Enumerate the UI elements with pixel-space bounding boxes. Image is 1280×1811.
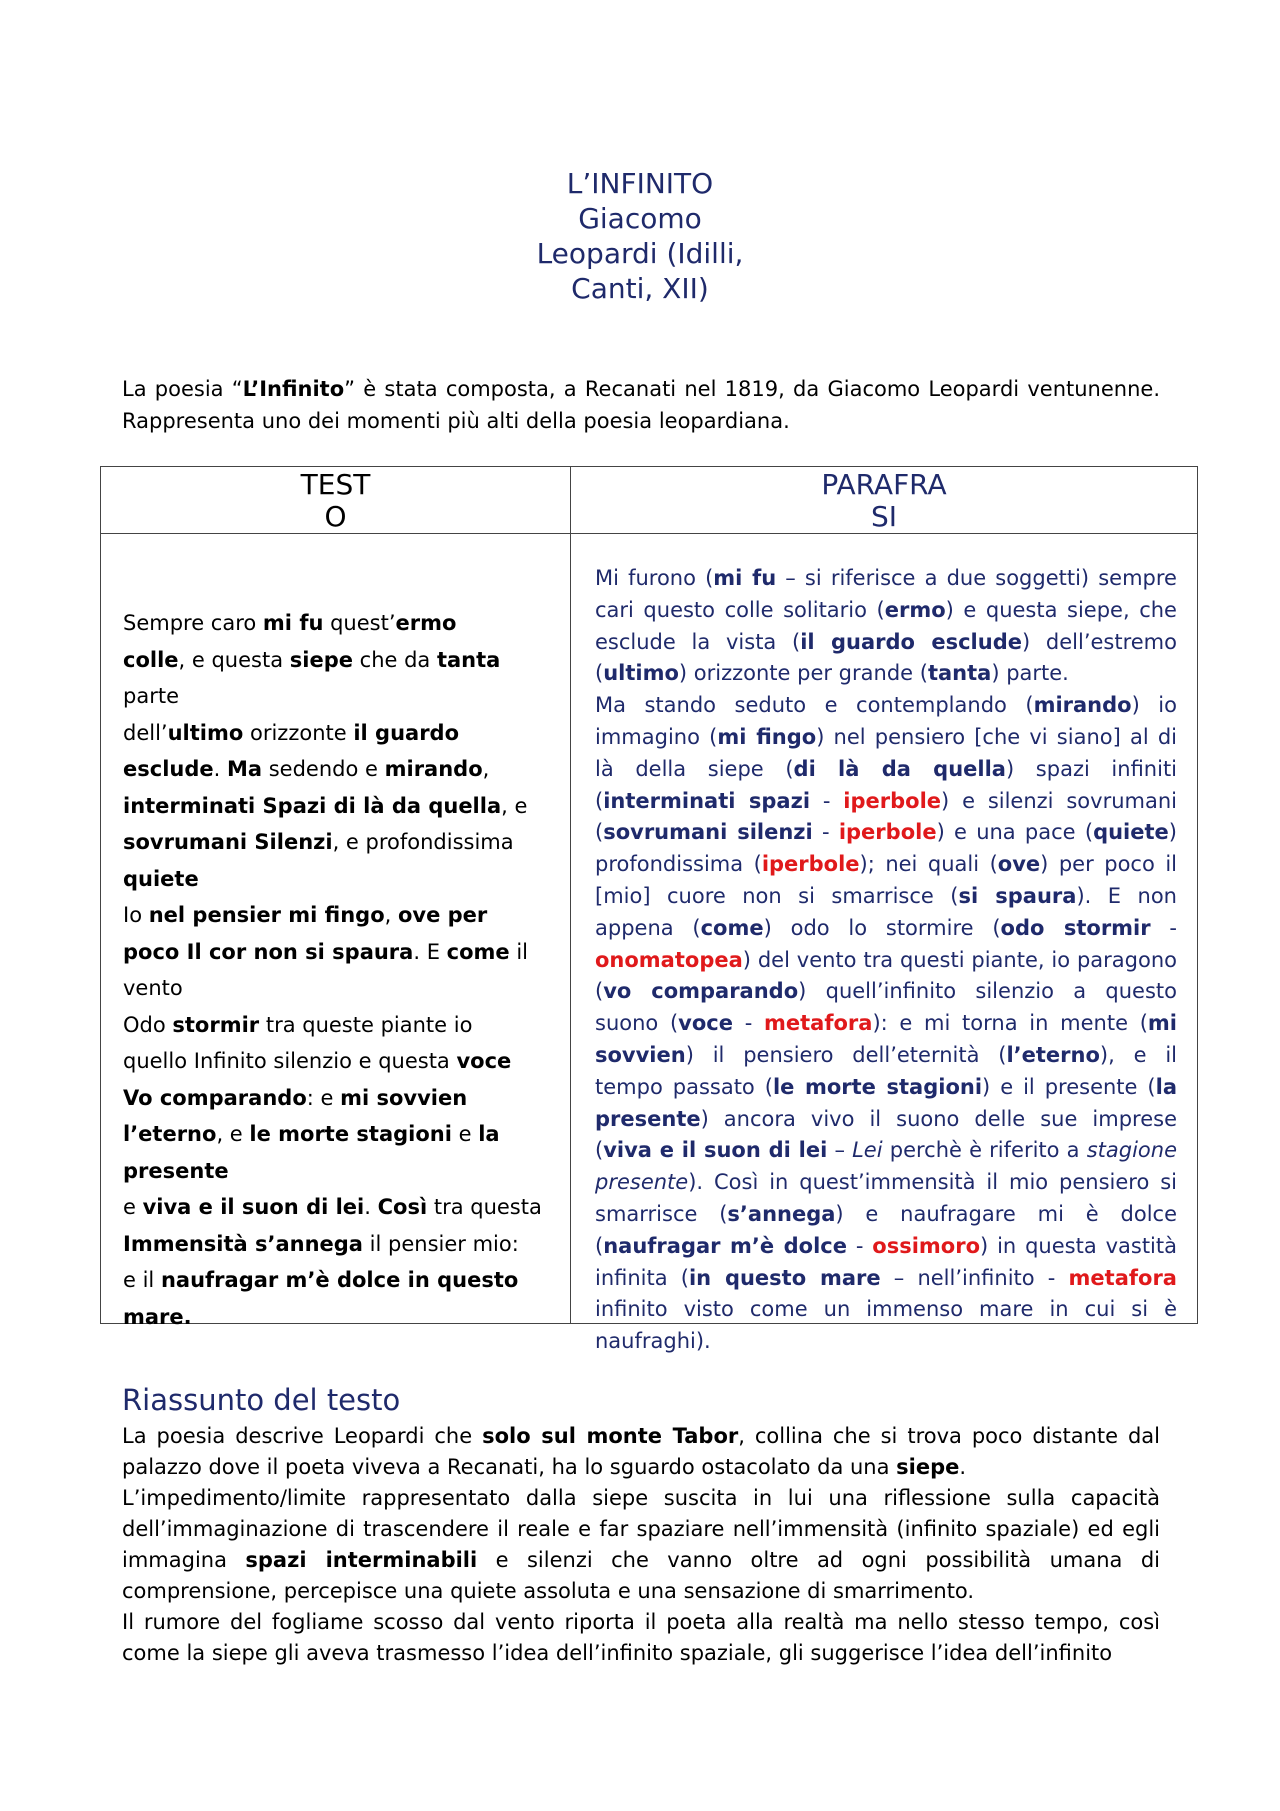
text-run: parte: [123, 684, 179, 708]
emphasis-run: naufragar m’è dolce: [603, 1233, 847, 1258]
emphasis-run: siepe: [896, 1455, 960, 1479]
emphasis-run: mi fingo: [717, 724, 817, 749]
text-run: La poesia descrive Leopardi che: [122, 1424, 483, 1448]
emphasis-run: odo stormir: [1000, 915, 1151, 940]
emphasis-run: voce: [678, 1011, 733, 1036]
text-run: ) e silenzi sovrumani (: [595, 788, 1177, 845]
text-run: Mi furono (: [595, 566, 714, 590]
text-run: ) spazi infiniti (: [595, 756, 1178, 813]
emphasis-run: ove: [997, 852, 1041, 877]
emphasis-run: quiete: [123, 866, 199, 891]
poem-line: [123, 1080, 563, 1117]
text-run: ) del vento tra questi piante, io paragono (: [595, 947, 1177, 1004]
text-run: perchè è riferito a: [882, 1138, 1087, 1163]
text-run: ) ancora vivo il suono delle sue imprese (: [595, 1106, 1177, 1163]
emphasis-run: vo comparando: [603, 979, 799, 1004]
text-run: .: [213, 757, 227, 781]
text-run: ) odo lo stormire (: [763, 915, 1001, 940]
poem-line: [123, 1189, 563, 1226]
poem-line: [123, 897, 563, 934]
header-testo-line: TEST: [300, 468, 371, 501]
poem-line: [123, 788, 563, 825]
summary-paragraph: [122, 1607, 1160, 1669]
text-run: ), e il tempo passato (: [595, 1042, 1177, 1099]
poem-table: [100, 466, 1198, 1354]
emphasis-run: ultimo: [603, 661, 679, 686]
emphasis-run: stagione presente: [595, 1138, 1177, 1195]
emphasis-run: si spaura: [958, 883, 1077, 908]
text-run: – si riferisce a due soggetti) sempre cari questo colle solitario (: [595, 566, 1177, 622]
emphasis-run: Immensità s’annega: [123, 1231, 363, 1256]
figure-of-speech: ossimoro: [872, 1233, 981, 1258]
poem-line: [123, 1116, 563, 1153]
text-run: e il: [123, 1268, 161, 1292]
emphasis-run: solo sul monte Tabor: [482, 1424, 739, 1448]
emphasis-run: L’Infinito: [242, 377, 345, 401]
figure-of-speech: iperbole: [838, 820, 937, 845]
emphasis-run: Così: [377, 1195, 428, 1219]
text-run: ” è stata composta, a Recanati nel 1819, da Giacomo Leopardi ventunenne. Rappresenta uno dei momenti più alti della poesia leopardiana.: [122, 377, 1160, 433]
text-run: ) quell’infinito silenzio a questo suono (: [595, 979, 1177, 1036]
text-run: ,: [384, 903, 398, 927]
text-run: che da: [352, 647, 437, 672]
text-run: ) orizzonte per grande (: [678, 661, 928, 686]
text-run: quest’: [323, 611, 396, 635]
emphasis-run: le morte stagioni: [772, 1074, 983, 1099]
text-run: ) e naufragare mi è dolce (: [595, 1201, 1177, 1258]
text-run: Il rumore del fogliame scosso dal vento riporta il poeta alla realtà ma nello stesso tempo, così come la siepe gli aveva trasmesso l’idea dell’infinito spaziale, gli suggerisce l’idea dell’infinito: [122, 1610, 1160, 1665]
emphasis-run: la: [478, 1122, 500, 1146]
text-run: e silenzi che vanno oltre ad ogni possibilità umana di comprensione, percepisce una quiete assoluta e una sensazione di smarrimento.: [122, 1548, 1160, 1603]
emphasis-run: mirando: [384, 757, 483, 781]
poem-line: [123, 824, 563, 861]
title-line: Leopardi (Idilli,: [536, 237, 744, 270]
text-run: ) per poco il [mio] cuore non si smarrisce (: [595, 852, 1177, 908]
emphasis-run: mi sovvien: [595, 1011, 1178, 1067]
header-parafrasi-line: SI: [870, 500, 898, 533]
column-divider: [570, 467, 571, 1323]
emphasis-run: viva e il suon di lei: [142, 1195, 365, 1219]
poem-text: [123, 605, 563, 1335]
emphasis-run: mi fu: [262, 611, 324, 635]
emphasis-run: ermo: [884, 597, 946, 622]
emphasis-run: colle: [123, 647, 179, 672]
header-parafrasi-line: PARAFRA: [821, 468, 947, 501]
figure-of-speech: iperbole: [761, 852, 860, 877]
text-run: ) nel pensiero [che vi siano] al di là della siepe (: [595, 724, 1178, 781]
poem-line: [123, 970, 563, 1007]
text-run: .: [364, 1195, 378, 1219]
intro-paragraph: [122, 373, 1160, 437]
title-line: Canti, XII): [571, 272, 709, 305]
emphasis-run: quiete: [1093, 820, 1169, 845]
text-run: .: [959, 1455, 967, 1479]
poem-line: [123, 861, 563, 898]
text-run: –: [827, 1138, 853, 1163]
emphasis-run: nel pensier mi fingo: [148, 903, 385, 927]
text-run: -: [846, 1233, 873, 1258]
figure-of-speech: metafora: [1068, 1265, 1177, 1290]
poem-line: [123, 642, 563, 679]
poem-line: [123, 1153, 563, 1190]
text-run: , collina che si trova poco distante dal palazzo dove il poeta viveva a Recanati, ha lo sguardo ostacolato da una: [122, 1424, 1161, 1479]
text-run: e: [123, 1195, 143, 1219]
emphasis-run: le morte stagioni: [249, 1122, 452, 1146]
text-run: : e: [306, 1085, 341, 1110]
emphasis-run: come: [446, 939, 510, 964]
text-run: il: [509, 939, 528, 964]
summary-heading: Riassunto del testo: [122, 1383, 401, 1417]
text-run: Odo: [123, 1012, 173, 1037]
summary-paragraph: [122, 1421, 1160, 1483]
emphasis-run: l’eterno: [123, 1122, 217, 1146]
emphasis-run: sovrumani Silenzi: [123, 830, 333, 854]
text-run: La poesia “: [122, 377, 243, 401]
poem-line: [123, 678, 563, 715]
emphasis-run: ultimo: [167, 720, 244, 745]
poem-line: [123, 1043, 563, 1080]
text-run: Sempre caro: [123, 611, 263, 635]
document-title: [440, 166, 840, 306]
emphasis-run: la presente: [595, 1074, 1177, 1131]
poem-line: [123, 715, 563, 752]
emphasis-run: sovrumani silenzi: [603, 820, 813, 845]
emphasis-run: in questo mare: [688, 1265, 881, 1290]
emphasis-run: Ma: [226, 757, 263, 781]
text-run: ) io immagino (: [595, 693, 1177, 749]
text-run: , e: [216, 1122, 250, 1146]
text-run: ) in questa vastità infinita (: [595, 1233, 1177, 1290]
text-run: orizzonte: [243, 720, 354, 745]
text-run: ) dell’estremo (: [595, 629, 1177, 686]
text-run: il pensier mio:: [362, 1231, 519, 1256]
paraphrase-text: [595, 563, 1177, 1358]
emphasis-run: stormir: [172, 1012, 260, 1037]
text-run: dell’: [123, 720, 168, 745]
text-run: ,: [482, 757, 490, 781]
text-run: ). Così in quest’immensità il mio pensiero si smarrisce (: [595, 1170, 1177, 1226]
emphasis-run: viva e il suon di lei: [603, 1138, 828, 1163]
emphasis-run: voce: [456, 1049, 512, 1073]
emphasis-run: l’eterno: [1006, 1042, 1100, 1067]
emphasis-run: di là da quella: [793, 756, 1006, 781]
text-run: -: [732, 1011, 764, 1036]
summary-paragraph: [122, 1483, 1160, 1607]
emphasis-run: interminati Spazi di là da quella: [123, 793, 502, 818]
text-run: vento: [123, 976, 183, 1000]
text-run: ) profondissima (: [595, 820, 1177, 877]
poem-line: [123, 1262, 563, 1335]
text-run: ) e il presente (: [982, 1074, 1156, 1099]
text-run: quello Infinito silenzio e questa: [123, 1049, 457, 1073]
text-run: infinito visto come un immenso mare in cui si è naufraghi).: [595, 1297, 1177, 1354]
poem-line: [123, 1007, 563, 1044]
text-run: -: [1150, 915, 1177, 940]
text-run: ) parte.: [991, 661, 1069, 686]
emphasis-run: ove per: [397, 903, 488, 927]
figure-of-speech: onomatopea: [595, 947, 743, 972]
text-run: ) il pensiero dell’eternità (: [685, 1042, 1007, 1067]
emphasis-run: tanta: [436, 647, 501, 672]
text-run: tra questa: [427, 1195, 542, 1219]
text-run: ): e mi torna in mente (: [872, 1011, 1148, 1036]
text-run: ). E non appena (: [595, 883, 1177, 940]
emphasis-run: ermo: [395, 611, 457, 635]
text-run: – nell’infinito -: [880, 1265, 1069, 1290]
text-run: , e: [501, 793, 528, 818]
emphasis-run: come: [700, 915, 764, 940]
emphasis-run: mi sovvien: [340, 1085, 468, 1110]
text-run: tra queste piante io: [259, 1012, 473, 1037]
summary-text: [122, 1421, 1160, 1669]
text-run: ); nei quali (: [859, 852, 998, 877]
emphasis-run: mi fu: [713, 566, 777, 590]
emphasis-run: Vo comparando: [123, 1085, 307, 1110]
text-run: sedendo e: [262, 757, 385, 781]
emphasis-run: Lei: [852, 1138, 883, 1163]
poem-line: [123, 1226, 563, 1263]
emphasis-run: esclude: [123, 757, 214, 781]
title-line: Giacomo: [578, 202, 702, 235]
text-run: , e questa: [178, 647, 290, 672]
text-run: e: [451, 1122, 479, 1146]
text-run: , e profondissima: [332, 830, 514, 854]
text-run: -: [812, 820, 839, 845]
emphasis-run: siepe: [289, 647, 353, 672]
text-run: -: [810, 788, 844, 813]
emphasis-run: presente: [123, 1158, 229, 1183]
poem-line: [123, 751, 563, 788]
emphasis-run: interminati spazi: [603, 788, 811, 813]
poem-line: [123, 934, 563, 971]
text-run: Io: [123, 903, 149, 927]
emphasis-run: il guardo: [353, 720, 460, 745]
emphasis-run: il guardo esclude: [800, 629, 1022, 654]
header-divider: [101, 533, 1197, 534]
header-testo-line: O: [324, 500, 347, 533]
text-run: Ma stando seduto e contemplando (: [595, 693, 1034, 718]
text-run: . E: [413, 939, 447, 964]
title-line: L’INFINITO: [566, 167, 714, 200]
figure-of-speech: metafora: [764, 1011, 873, 1036]
text-run: ) e questa siepe, che esclude la vista (: [595, 597, 1177, 654]
emphasis-run: naufragar m’è dolce in questo mare.: [123, 1268, 519, 1329]
text-run: L’impedimento/limite rappresentato dalla siepe suscita in lui una riflessione sulla capacità dell’immaginazione di trascendere il reale e far spaziare nell’immensità (infinito spaziale) ed egli immagina: [122, 1486, 1160, 1572]
emphasis-run: mirando: [1033, 693, 1132, 718]
text-run: ) e una pace (: [936, 820, 1094, 845]
emphasis-run: tanta: [927, 661, 992, 686]
emphasis-run: s’annega: [727, 1201, 836, 1226]
figure-of-speech: iperbole: [843, 788, 942, 813]
header-parafrasi: [571, 469, 1197, 533]
poem-line: [123, 605, 563, 642]
emphasis-run: spazi interminabili: [245, 1548, 478, 1572]
header-testo: [101, 469, 570, 533]
emphasis-run: poco Il cor non si spaura: [123, 939, 414, 964]
